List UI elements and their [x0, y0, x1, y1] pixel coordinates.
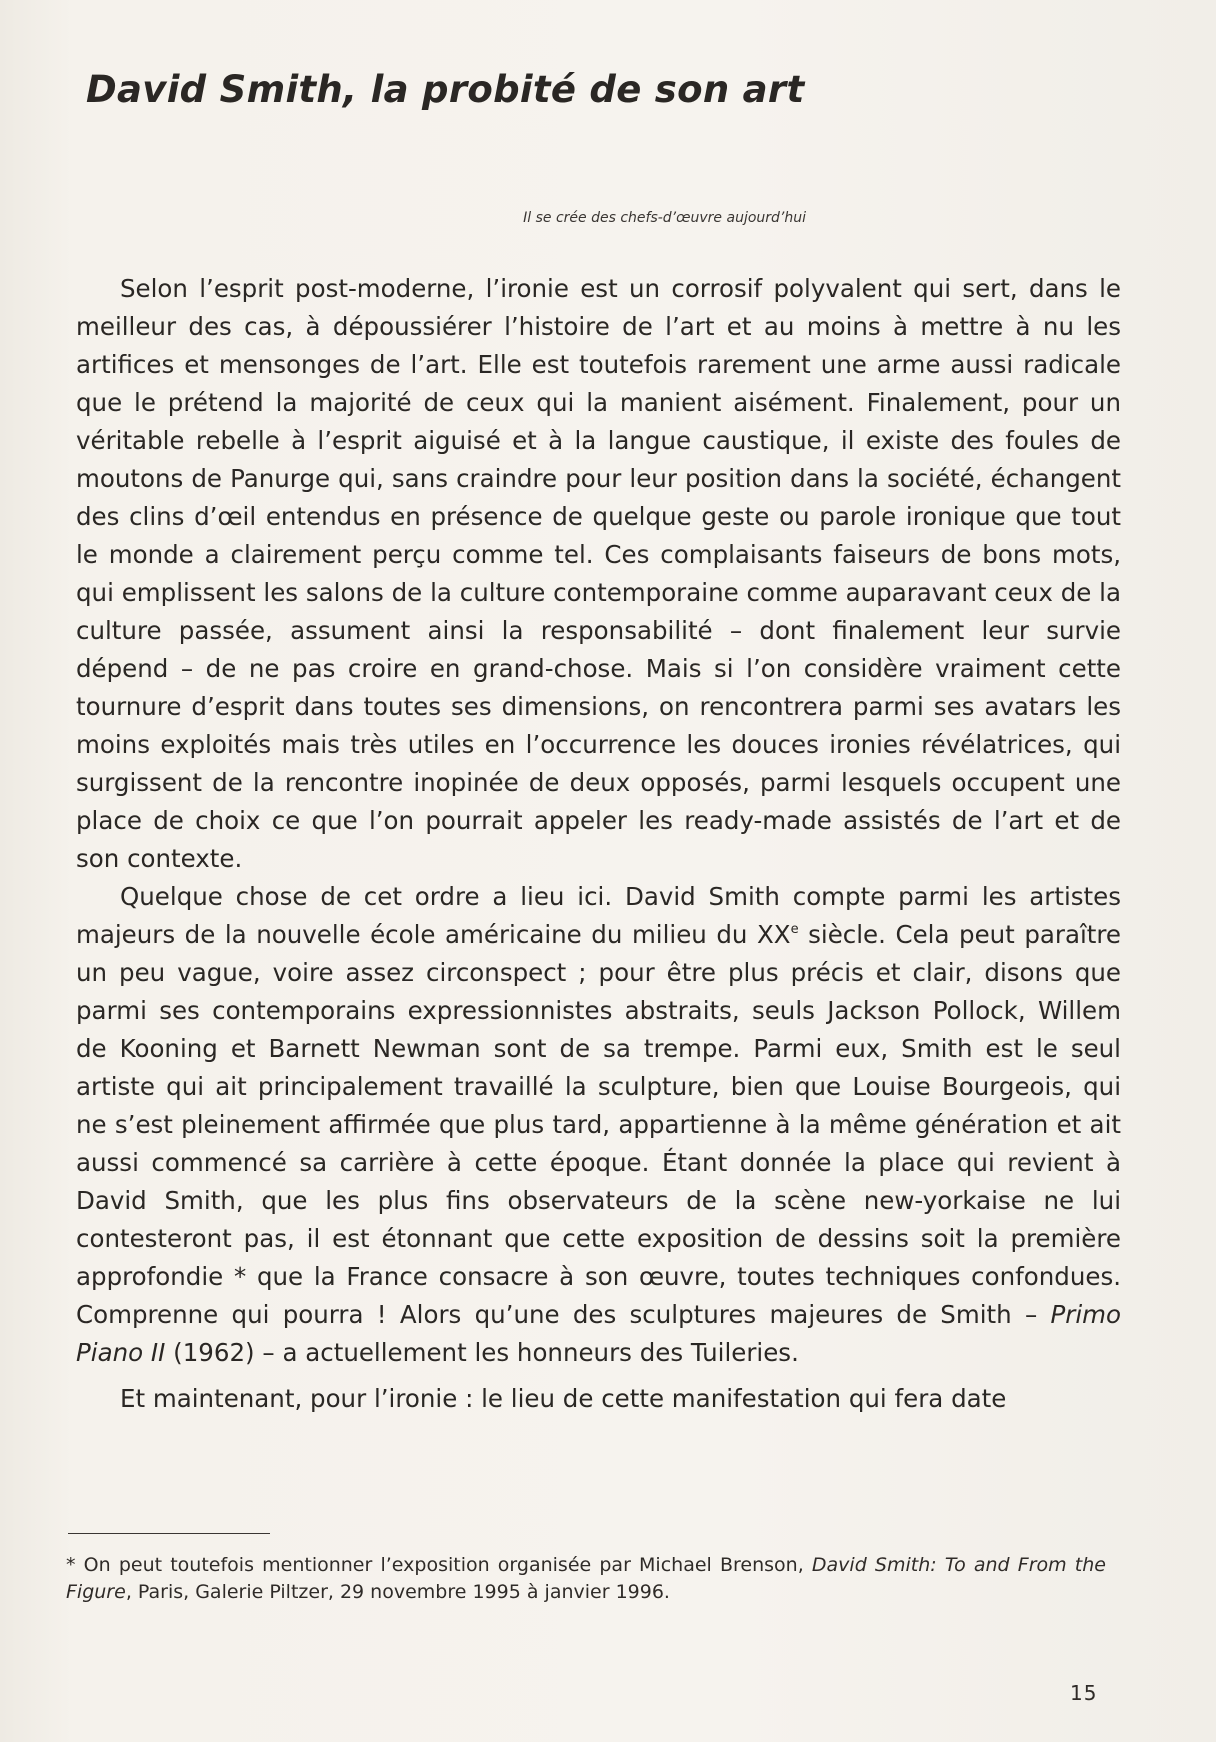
paragraph-text: (1962) – a actuellement les honneurs des Tuileries.: [165, 1338, 799, 1367]
epigraph: Il se crée des chefs-d’œuvre aujourd’hui: [523, 210, 806, 226]
footnote-text: , Paris, Galerie Piltzer, 29 novembre 1995 à janvier 1996.: [125, 1581, 670, 1603]
footnote-text: * On peut toutefois mentionner l’exposition organisée par Michael Brenson,: [66, 1554, 812, 1576]
footnote-work-title: David Smith: To and From the Figure: [66, 1554, 1106, 1603]
footnote: [66, 1552, 1106, 1606]
paragraph-text: Quelque chose de cet ordre a lieu ici. David Smith compte parmi les artistes majeurs de la nouvelle école américaine du milieu du XX: [76, 882, 1121, 949]
paragraph: Selon l’esprit post-moderne, l’ironie est un corrosif polyvalent qui sert, dans le meilleur des cas, à dépoussiérer l’histoire de l’art et au moins à mettre à nu les artifices et mensonges de l’art. Elle est toutefois rarement une arme aussi radicale que le prétend la majorité de ceux qui la manient aisément. Finalement, pour un véritable rebelle à l’esprit aiguisé et à la langue caustique, il existe des foules de moutons de Panurge qui, sans craindre pour leur position dans la société, échangent des clins d’œil entendus en présence de quelque geste ou parole ironique que tout le monde a clairement perçu comme tel. Ces complaisants faiseurs de bons mots, qui emplissent les salons de la culture contemporaine comme auparavant ceux de la culture passée, assument ainsi la responsabilité – dont finalement leur survie dépend – de ne pas croire en grand-chose. Mais si l’on considère vraiment cette tournure d’esprit dans toutes ses dimensions, on rencontrera parmi ses avatars les moins exploités mais très utiles en l’occurrence les douces ironies révélatrices, qui surgissent de la rencontre inopinée de deux opposés, parmi lesquels occupent une place de choix ce que l’on pourrait appeler les ready-made assistés de l’art et de son contexte.: [76, 274, 1121, 873]
paragraph-text: siècle. Cela peut paraître un peu vague, voire assez circonspect ; pour être plus précis et clair, disons que parmi ses contemporains expressionnistes abstraits, seuls Jackson Pollock, Willem de Kooning et Barnett Newman sont de sa trempe. Parmi eux, Smith est le seul artiste qui ait principalement travaillé la sculpture, bien que Louise Bourgeois, qui ne s’est pleinement affirmée que plus tard, appartienne à la même génération et ait aussi commencé sa carrière à cette époque. Étant donnée la place qui revient à David Smith, que les plus fins observateurs de la scène new-yorkaise ne lui contesteront pas, il est étonnant que cette exposition de dessins soit la première approfondie * que la France consacre à son œuvre, toutes techniques confondues. Comprenne qui pourra ! Alors qu’une des sculptures majeures de Smith –: [76, 920, 1121, 1329]
chapter-title: David Smith, la probité de son art: [86, 68, 805, 111]
century-superscript: e: [790, 922, 799, 937]
page-number: 15: [1070, 1681, 1098, 1705]
sculpture-title: Primo Piano II: [76, 1300, 1121, 1367]
paragraph: Et maintenant, pour l’ironie : le lieu de cette manifestation qui fera date: [120, 1384, 1007, 1413]
paragraph: [76, 878, 1121, 1372]
footnote-separator: [68, 1533, 270, 1534]
body-text: [76, 270, 1121, 1418]
